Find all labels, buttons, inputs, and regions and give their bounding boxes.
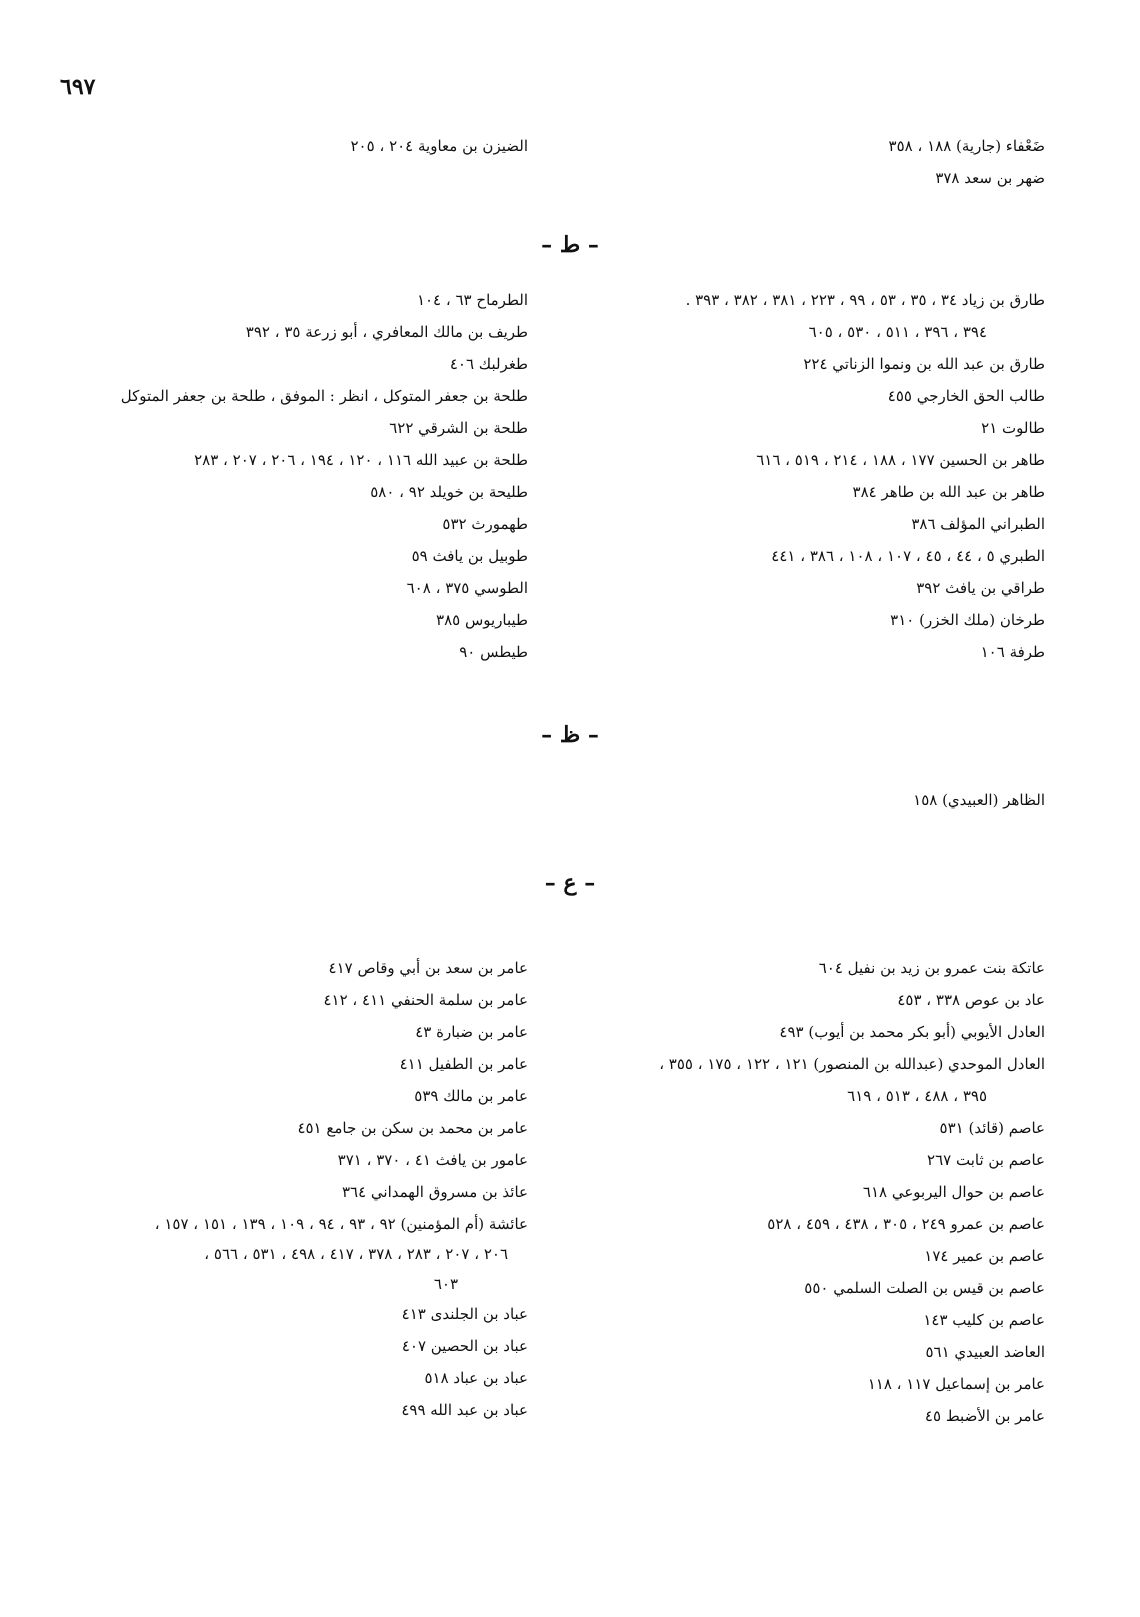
index-entry-continuation: ٢٠٦ ، ٢٠٧ ، ٢٨٣ ، ٣٧٨ ، ٤١٧ ، ٤٩٨ ، ٥٣١ ، ٥٦٦ ، (204, 1245, 508, 1263)
index-entry: الظاهر (العبيدي) ١٥٨ (913, 791, 1045, 809)
index-entry: عاصم بن حوال اليربوعي ٦١٨ (862, 1183, 1045, 1201)
index-column-dad-left (28, 130, 528, 162)
index-entry: عباد بن الحصين ٤٠٧ (401, 1337, 528, 1355)
index-entry: عاصم بن عمير ١٧٤ (924, 1247, 1045, 1265)
index-entry: العاضد العبيدي ٥٦١ (925, 1343, 1045, 1361)
index-column-ain-right (575, 952, 1045, 1432)
index-entry: طالوت ٢١ (981, 419, 1045, 437)
page-number: ٦٩٧ (60, 74, 96, 100)
index-entry: طالب الحق الخارجي ٤٥٥ (887, 387, 1045, 405)
index-column-za-right (575, 784, 1045, 816)
index-entry: طارق بن عبد الله بن ونموا الزناتي ٢٢٤ (803, 355, 1045, 373)
index-entry: عامر بن ضبارة ٤٣ (415, 1023, 528, 1041)
index-entry: عائشة (أم المؤمنين) ٩٢ ، ٩٣ ، ٩٤ ، ١٠٩ ، ١٣٩ ، ١٥١ ، ١٥٧ ، (154, 1215, 528, 1233)
index-column-ta-left (28, 284, 528, 668)
index-entry: ضَعْفاء (جارية) ١٨٨ ، ٣٥٨ (888, 137, 1045, 155)
index-entry: عائذ بن مسروق الهمداني ٣٦٤ (341, 1183, 528, 1201)
index-entry: عامر بن سلمة الحنفي ٤١١ ، ٤١٢ (323, 991, 528, 1009)
index-entry: عامر بن سعد بن أبي وقاص ٤١٧ (328, 959, 528, 977)
index-entry: طاهر بن عبد الله بن طاهر ٣٨٤ (852, 483, 1045, 501)
index-entry: عامور بن يافث ٤١ ، ٣٧٠ ، ٣٧١ (337, 1151, 528, 1169)
index-entry: الطوسي ٣٧٥ ، ٦٠٨ (406, 579, 528, 597)
index-entry: عباد بن عباد ٥١٨ (424, 1369, 528, 1387)
index-entry: ضهر بن سعد ٣٧٨ (935, 169, 1045, 187)
section-header-za: – ظ – (541, 722, 599, 748)
index-column-dad-right (575, 130, 1045, 194)
index-entry: طليحة بن خويلد ٩٢ ، ٥٨٠ (370, 483, 528, 501)
index-entry: طرفة ١٠٦ (980, 643, 1045, 661)
index-entry: طلحة بن جعفر المتوكل ، انظر : الموفق ، طلحة بن جعفر المتوكل (120, 387, 528, 405)
index-entry: عاصم (قائد) ٥٣١ (939, 1119, 1045, 1137)
index-entry-continuation: ٣٩٤ ، ٣٩٦ ، ٥١١ ، ٥٣٠ ، ٦٠٥ (808, 323, 987, 341)
index-entry: طرخان (ملك الخزر) ٣١٠ (890, 611, 1045, 629)
section-header-ain: – ع – (544, 870, 596, 896)
index-entry: طلحة بن الشرقي ٦٢٢ (389, 419, 528, 437)
index-entry: عباد بن الجلندى ٤١٣ (401, 1305, 528, 1323)
index-entry: طهمورث ٥٣٢ (442, 515, 528, 533)
index-entry: عامر بن مالك ٥٣٩ (414, 1087, 528, 1105)
index-entry-continuation: ٦٠٣ (433, 1275, 458, 1293)
index-entry: عامر بن الأضبط ٤٥ (924, 1407, 1045, 1425)
index-entry: طيطس ٩٠ (459, 643, 528, 661)
index-entry: العادل الأيوبي (أبو بكر محمد بن أيوب) ٤٩٣ (779, 1023, 1045, 1041)
index-entry: عاد بن عوص ٣٣٨ ، ٤٥٣ (897, 991, 1045, 1009)
index-entry: طاهر بن الحسين ١٧٧ ، ١٨٨ ، ٢١٤ ، ٥١٩ ، ٦١٦ (756, 451, 1045, 469)
index-entry: طراقي بن يافث ٣٩٢ (916, 579, 1045, 597)
index-entry: الطبري ٥ ، ٤٤ ، ٤٥ ، ١٠٧ ، ١٠٨ ، ٣٨٦ ، ٤٤١ (771, 547, 1045, 565)
index-entry: عامر بن الطفيل ٤١١ (399, 1055, 528, 1073)
index-entry: عامر بن محمد بن سكن بن جامع ٤٥١ (297, 1119, 528, 1137)
index-entry: طيباريوس ٣٨٥ (436, 611, 528, 629)
index-column-ta-right (575, 284, 1045, 668)
index-column-ain-left (28, 952, 528, 1426)
index-entry: العادل الموحدي (عبدالله بن المنصور) ١٢١ ، ١٢٢ ، ١٧٥ ، ٣٥٥ ، (659, 1055, 1045, 1073)
index-entry: الطرماح ٦٣ ، ١٠٤ (416, 291, 528, 309)
index-entry: طريف بن مالك المعافري ، أبو زرعة ٣٥ ، ٣٩٢ (245, 323, 528, 341)
index-entry-continuation: ٣٩٥ ، ٤٨٨ ، ٥١٣ ، ٦١٩ (847, 1087, 987, 1105)
index-entry: الطبراني المؤلف ٣٨٦ (911, 515, 1045, 533)
index-entry: عامر بن إسماعيل ١١٧ ، ١١٨ (867, 1375, 1045, 1393)
index-entry: عاصم بن كليب ١٤٣ (923, 1311, 1045, 1329)
index-entry: طلحة بن عبيد الله ١١٦ ، ١٢٠ ، ١٩٤ ، ٢٠٦ ، ٢٠٧ ، ٢٨٣ (194, 451, 528, 469)
index-entry: طارق بن زياد ٣٤ ، ٣٥ ، ٥٣ ، ٩٩ ، ٢٢٣ ، ٣٨١ ، ٣٨٢ ، ٣٩٣ . (685, 291, 1045, 309)
index-entry: طغرلبك ٤٠٦ (449, 355, 528, 373)
index-entry: عاصم بن عمرو ٢٤٩ ، ٣٠٥ ، ٤٣٨ ، ٤٥٩ ، ٥٢٨ (767, 1215, 1045, 1233)
index-entry: عاصم بن قيس بن الصلت السلمي ٥٥٠ (804, 1279, 1045, 1297)
index-entry: طوبيل بن يافث ٥٩ (411, 547, 528, 565)
index-entry: الضيزن بن معاوية ٢٠٤ ، ٢٠٥ (350, 137, 528, 155)
index-entry: عباد بن عبد الله ٤٩٩ (401, 1401, 528, 1419)
index-entry: عاتكة بنت عمرو بن زيد بن نفيل ٦٠٤ (818, 959, 1045, 977)
index-entry: عاصم بن ثابت ٢٦٧ (927, 1151, 1045, 1169)
section-header-ta: – ط – (541, 232, 599, 258)
